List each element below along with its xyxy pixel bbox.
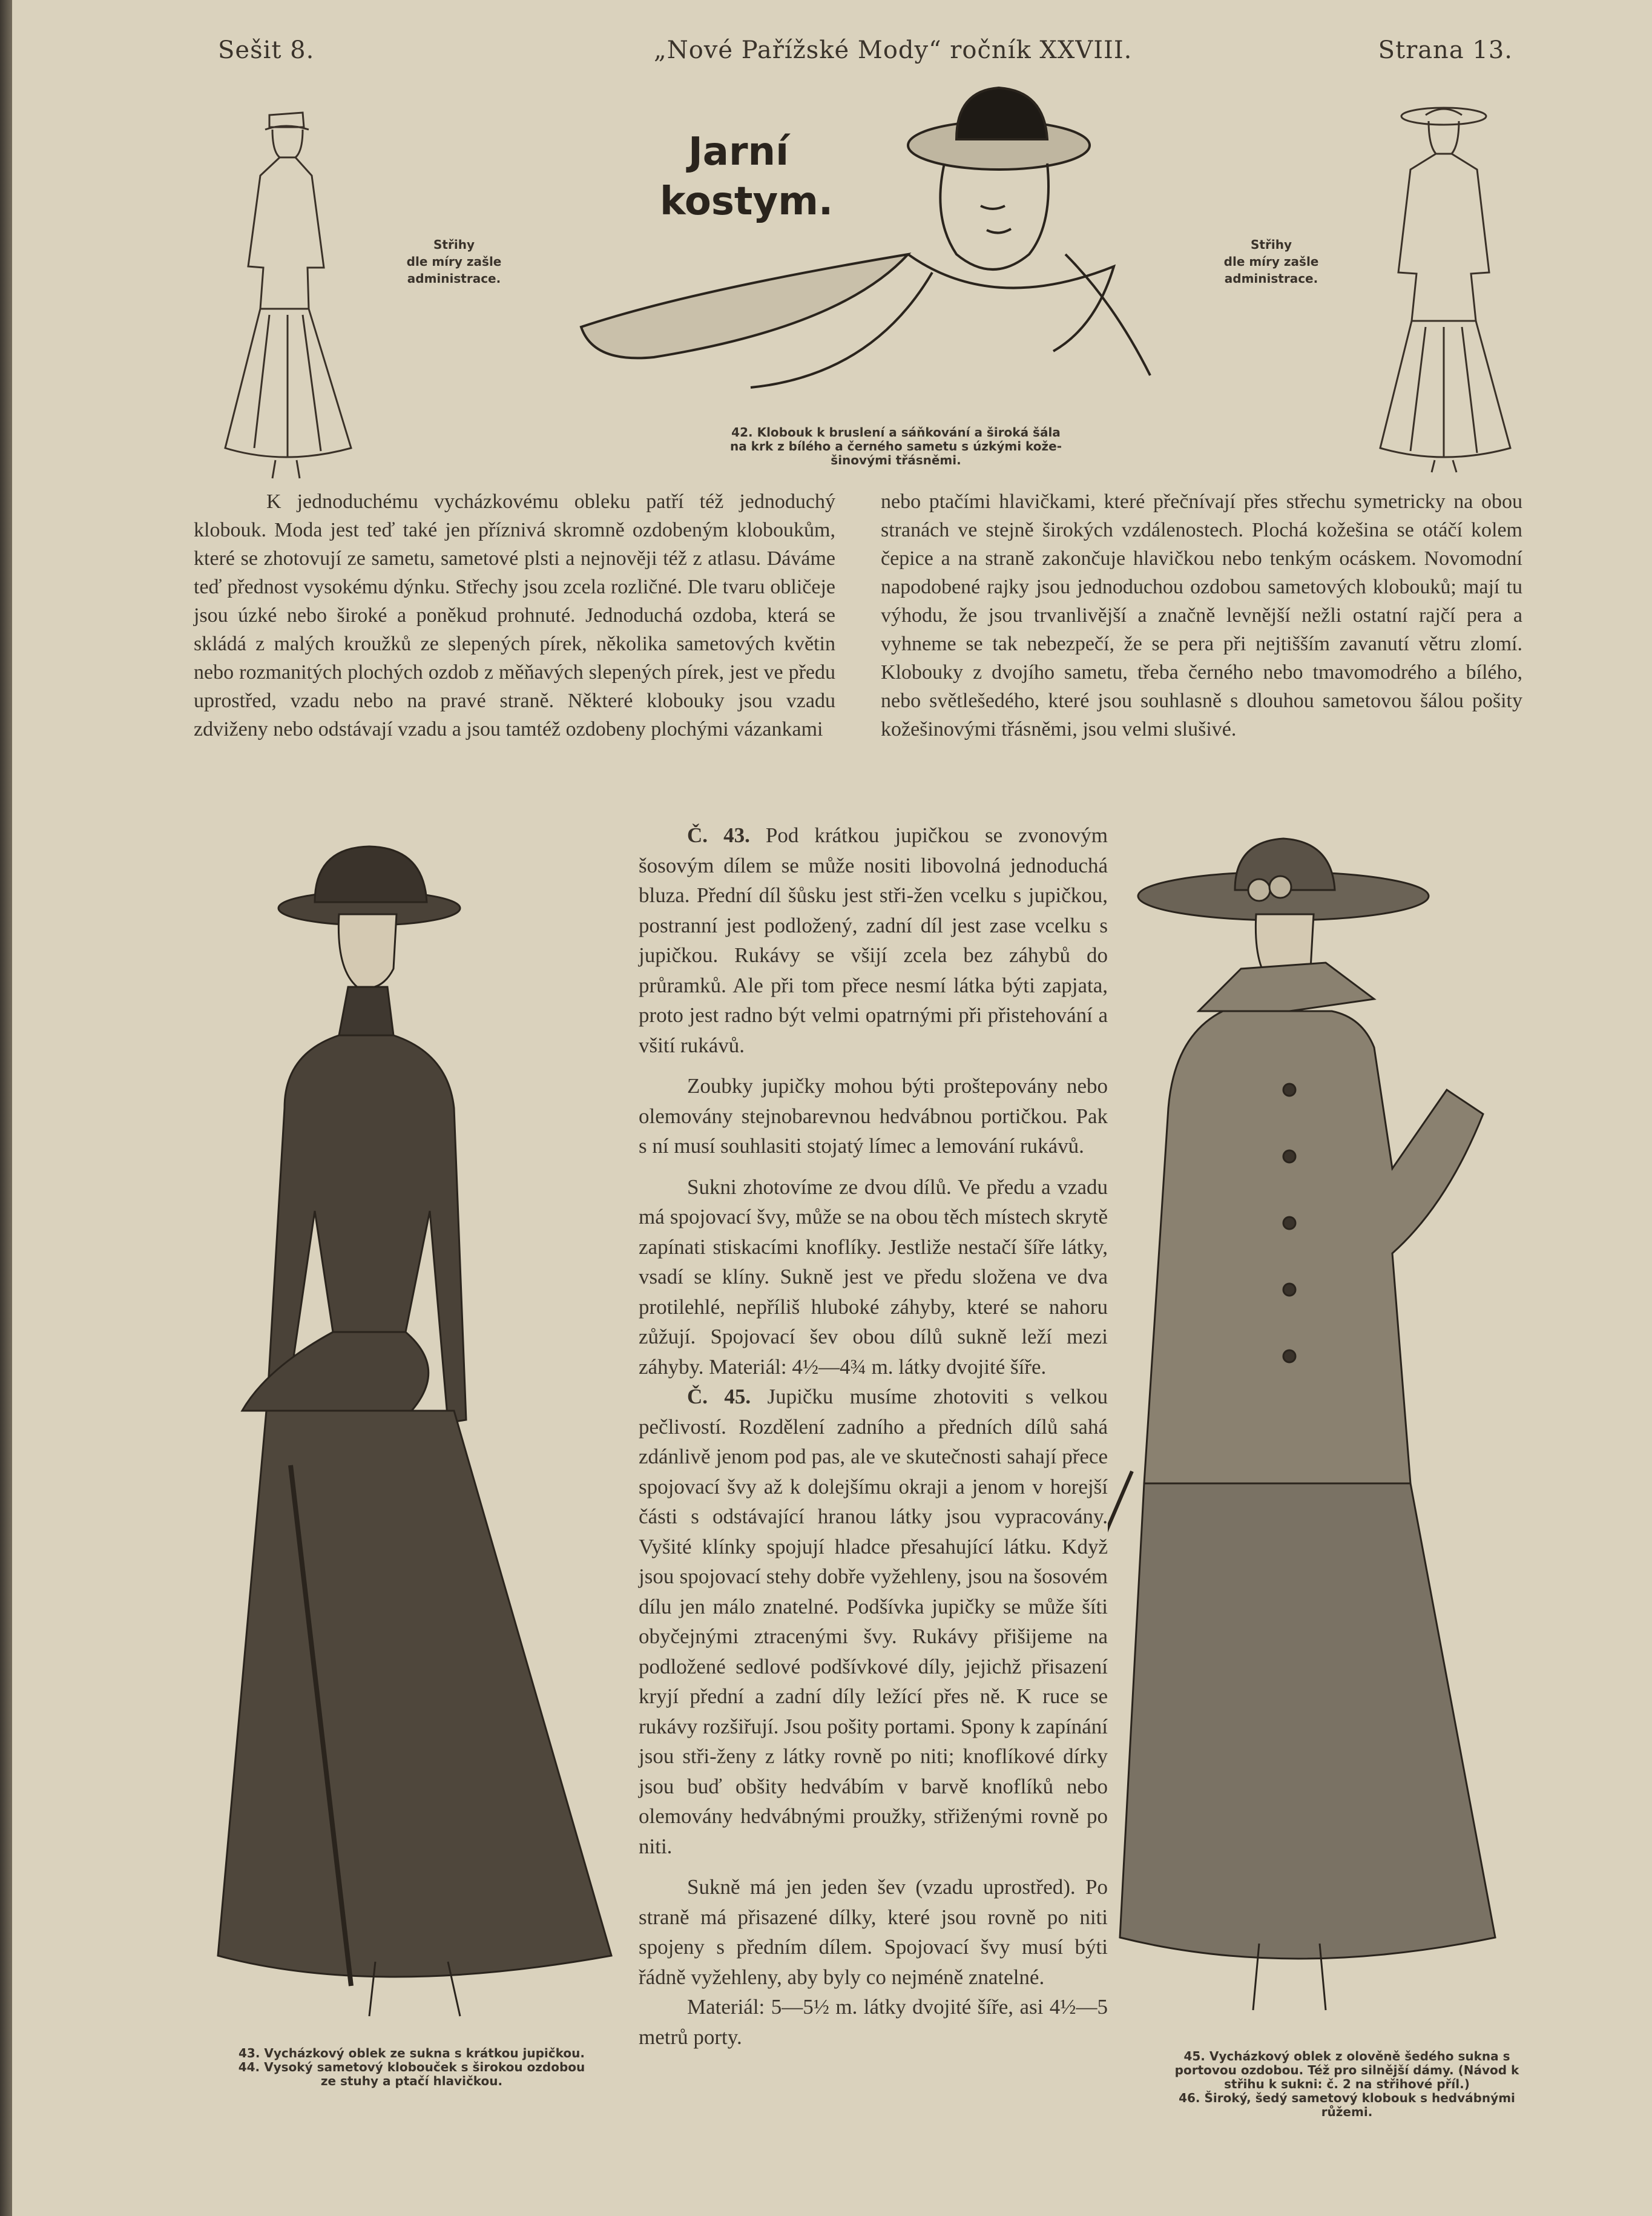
caption-43-44: 43. Vycházkový oblek ze sukna s krátkou jupičkou. 44. Vysoký sametový klobouček s širokou ozdobou ze stuhy a ptačí hlavičkou. xyxy=(238,2046,585,2088)
intro-column-2 xyxy=(881,487,1522,744)
pattern-sketch-left xyxy=(212,109,363,484)
caption-42: 42. Klobouk k bruslení a sáňkování a široká šála na krk z bílého a černého sametu s úzkými kože- šinovými třásněmi. xyxy=(729,425,1062,467)
intro-text-2: nebo ptačími hlavičkami, které přečnívají přes střechu symetricky na obou stranách ve stejně širokých vzdálenostech. Plochá kožešina se otáčí kolem čepice a na straně zakončuje hlavičkou nebo tenkým ocáskem. Novomodní napodobené rajky jsou jednoduchou ozdobou sametových klobouků; mají tu výhodu, že jsou trvanlivější a značně levnější nežli ostatní rajčí pera a vyhneme se tak nebezpečí, že se pera při nejtišším zavanutí větru zlomí. Klobouky z dvojího sametu, třeba černého nebo tmavomodrého a bílého, nebo světlešedého, které jsou souhlasně s dlouhou sametovou šálou pošity kožešinovými třásněmi, jsou velmi slušivé. xyxy=(881,490,1522,740)
paragraph-c43 xyxy=(639,820,1108,1060)
article-title-line2: kostym. xyxy=(660,179,834,224)
paragraph-c45 xyxy=(639,1382,1108,1861)
article-title-line1: Jarní xyxy=(688,130,789,174)
article-body xyxy=(639,820,1108,2052)
item-number-43: Č. 43. xyxy=(687,823,750,847)
intro-text-1: K jednoduchému vycházkovému obleku patří též jednoduchý klobouk. Moda jest teď také jen příznivá skromně ozdobeným kloboukům, které se zhotovují ze sametu, sametové plsti a nejnověji též z atlasu. Dáváme teď přednost vysokému dýnku. Střechy jsou zcela rozličné. Dle tvaru obličeje jsou úzké nebo široké a poněkud prohnuté. Jednoduchá ozdoba, která se skládá z malých kroužků ze slepených pírek, několika sametových květin nebo rozmanitých plochých ozdob z měňavých slepených pírek, jest ve předu uprostřed, vzadu nebo na pravé straně. Některé klobouky jsou vzadu zdviženy nebo odstávají vzadu a jsou tamtéž ozdobeny plochými vázankami xyxy=(194,490,835,740)
page-number: Strana 13. xyxy=(1378,36,1513,64)
magazine-page xyxy=(12,0,1652,2216)
caption-45-46: 45. Vycházkový oblek z olověně šedého sukna s portovou ozdobou. Též pro silnější dámy. (Návod k střihu k sukni: č. 2 na střihové příl.) 46. Široký, šedý sametový klobouk s hedvábnými růžemi. xyxy=(1174,2049,1519,2119)
issue-number: Sešit 8. xyxy=(218,36,315,64)
hat-scarf-illustration xyxy=(569,73,1174,412)
pattern-note-left: Střihy dle míry zašle administrace. xyxy=(406,237,502,286)
paragraph-c45-text: Jupičku musíme zhotoviti s velkou pečlivostí. Rozdělení zadního a předních dílů sahá zdánlivě jenom pod pas, ale ve skutečnosti sahají přece spojovací švy až k dolejšímu okraji a jenom v horejší části s odstávající hranou látky jsou vypracovány. Vyšité klínky spojují hladce přesahující látku. Když jsou spojovací stehy dobře vyžehleny, jsou na šosovém dílu jen málo znatelné. Podšívka jupičky se může šíti obyčejnými ztracenými švy. Rukávy přišijeme na podložené sedlové podšívkové díly, jejichž přisazení kryjí přední a zadní díly ležící přes ně. K ruce se rukávy rozšiřují. Jsou pošity portami. Spony k zapínání jsou stři-ženy z látky rovně po niti; knoflíkové dírky jsou buď obšity hedvábím v barvě knoflíků nebo olemovány hedvábnými proužky, střiženými rovně po niti. xyxy=(639,1385,1108,1858)
paragraph-skirt-1: Sukni zhotovíme ze dvou dílů. Ve předu a vzadu má spojovací švy, může se na obou těch místech skrytě zapínati stiskacími knoflíky. Jestliže nestačí šíře látky, vsadí se klíny. Sukně jest ve předu složena ve dva protilehlé, nepříliš hluboké záhyby, které se nahoru zůžují. Spojovací šev obou dílů sukně leží mezi záhyby. Materiál: 4½—4¾ m. látky dvojité šíře. xyxy=(639,1175,1108,1379)
paragraph-material: Materiál: 5—5½ m. látky dvojité šíře, asi 4½—5 metrů porty. xyxy=(639,1995,1108,2049)
pattern-note-right: Střihy dle míry zašle administrace. xyxy=(1223,237,1319,286)
paragraph-skirt-2: Sukně má jen jeden šev (vzadu uprostřed). Po straně má přisazené dílky, které jsou rovně po niti spojeny s předním dílem. Spojovací švy musí býti řádně vyžehleny, aby byly co nejméně znatelné. xyxy=(639,1875,1108,1989)
intro-column-1 xyxy=(194,487,835,744)
item-number-45: Č. 45. xyxy=(687,1385,751,1408)
fashion-plate-45-46 xyxy=(1108,829,1525,2028)
magazine-title: „Nové Pařížské Mody“ ročník XXVIII. xyxy=(654,36,1133,64)
paragraph-c43-text: Pod krátkou jupičkou se zvonovým šosovým dílem se může nositi libovolná jednoduchá bluza. Přední díl šůsku jest stři-žen vcelku s jupičkou, postranní jest podložený, zadní díl jest zase vcelku s jupičkou. Rukávy se všijí zcela bez záhybů do průramků. Ale při tom přece nesmí látka býti zapjata, proto jest radno být velmi opatrnými při přistehování a všití rukávů. xyxy=(639,823,1108,1057)
pattern-sketch-right xyxy=(1368,103,1519,478)
fashion-plate-43-44 xyxy=(194,836,642,2022)
paragraph-teeth: Zoubky jupičky mohou býti proštepovány nebo olemovány stejnobarevnou hedvábnou portičkou. Pak s ní musí souhlasiti stojatý límec a lemování rukávů. xyxy=(639,1074,1108,1158)
